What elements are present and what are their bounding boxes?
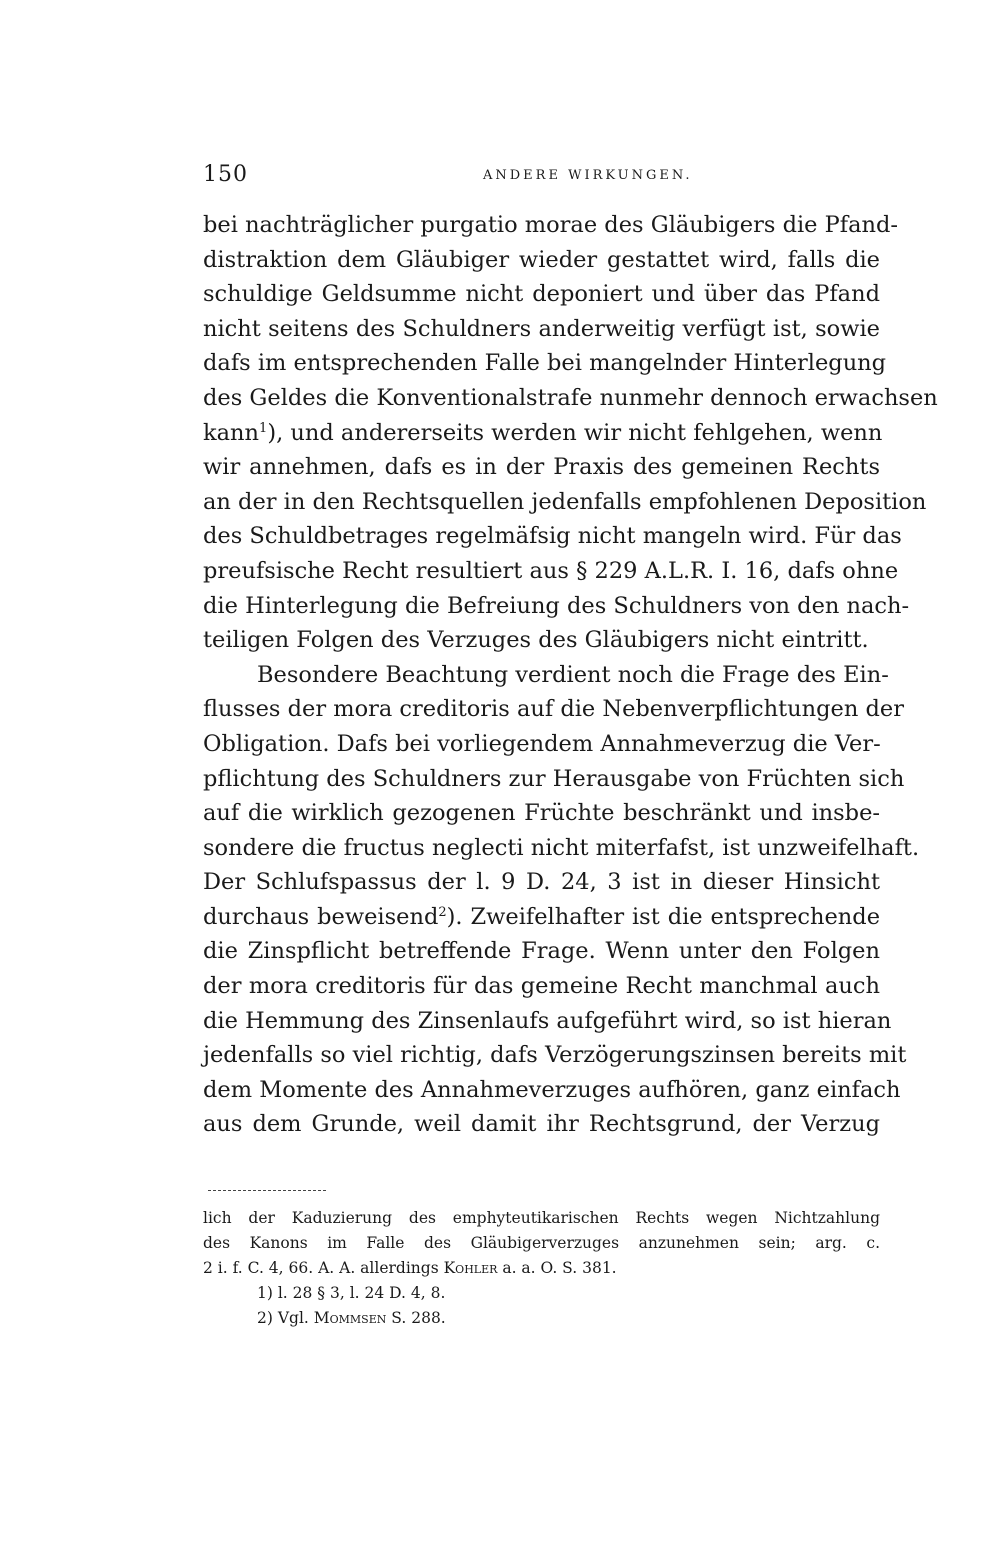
text-fragment: ), und andererseits werden wir nicht fehlgehen, wenn [267,419,883,446]
footnote-continuation-line: des Kanons im Falle des Gläubigerverzuges anzunehmen sein; arg. c. [203,1234,880,1252]
footnote-2 [203,1306,880,1331]
text-line [203,900,880,935]
footnote-marker-2: 2 [438,904,447,920]
text-line: Besondere Beachtung verdient noch die Frage des Ein- [257,661,889,688]
text-line: die Hemmung des Zinsenlaufs aufgeführt wird, so ist hieran [203,1007,892,1034]
text-line: sondere die fructus neglecti nicht miterfafst, ist unzweifelhaft. [203,834,920,861]
footnote-continuation-line [203,1256,880,1281]
text-line: an der in den Rechtsquellen jedenfalls empfohlenen Deposition [203,488,927,515]
footnote-marker-1: 1 [259,420,268,436]
page-number: 150 [203,162,248,187]
text-line: nicht seitens des Schuldners anderweitig verfügt ist, sowie [203,315,880,342]
text-line: des Schuldbetrages regelmäfsig nicht mangeln wird. Für das [203,523,902,550]
text-line [203,416,883,451]
text-line: aus dem Grunde, weil damit ihr Rechtsgrund, der Verzug [203,1111,880,1138]
text-line: pflichtung des Schuldners zur Herausgabe von Früchten sich [203,765,905,792]
body-text [203,208,938,1142]
text-line: distraktion dem Gläubiger wieder gestattet wird, falls die [203,246,880,273]
text-line: schuldige Geldsumme nicht deponiert und über das Pfand [203,281,880,308]
footnote-separator [208,1190,326,1191]
text-line: des Geldes die Konventionalstrafe nunmehr dennoch erwachsen [203,384,938,411]
footnotes [203,1206,880,1331]
text-line: Der Schlufspassus der l. 9 D. 24, 3 ist in dieser Hinsicht [203,869,880,896]
text-line: preufsische Recht resultiert aus § 229 A.L.R. I. 16, dafs ohne [203,557,899,584]
text-line: flusses der mora creditoris auf die Nebenverpflichtungen der [203,696,904,723]
text-fragment: 2 i. f. C. 4, 66. A. A. allerdings [203,1259,444,1277]
text-fragment: S. 288. [386,1309,446,1327]
text-line: teiligen Folgen des Verzuges des Gläubigers nicht eintritt. [203,627,869,654]
text-line: jedenfalls so viel richtig, dafs Verzögerungszinsen bereits mit [203,1042,907,1069]
author-name: Mommsen [313,1309,387,1327]
text-line: die Zinspflicht betreffende Frage. Wenn unter den Folgen [203,938,880,965]
text-fragment: 2) Vgl. [257,1309,314,1327]
text-line: Obligation. Dafs bei vorliegendem Annahmeverzug die Ver- [203,730,881,757]
running-title: ANDERE WIRKUNGEN. [483,168,693,183]
running-header [203,162,880,192]
author-name: Kohler [443,1259,498,1277]
text-line: wir annehmen, dafs es in der Praxis des gemeinen Rechts [203,454,880,481]
text-line: auf die wirklich gezogenen Früchte beschränkt und insbe- [203,800,880,827]
text-fragment: a. a. O. S. 381. [497,1259,617,1277]
text-line: dem Momente des Annahmeverzuges aufhören, ganz einfach [203,1076,901,1103]
footnote-continuation-line: lich der Kaduzierung des emphyteutikarischen Rechts wegen Nichtzahlung [203,1209,880,1227]
text-line: der mora creditoris für das gemeine Recht manchmal auch [203,973,880,1000]
text-fragment: durchaus beweisend [203,903,439,930]
footnote-1: 1) l. 28 § 3, l. 24 D. 4, 8. [257,1284,446,1302]
text-line: dafs im entsprechenden Falle bei mangelnder Hinterlegung [203,350,887,377]
text-fragment: ). Zweifelhafter ist die entsprechende [446,903,881,930]
text-line: bei nachträglicher purgatio morae des Gläubigers die Pfand- [203,212,899,238]
text-fragment: kann [203,419,260,446]
text-line: die Hinterlegung die Befreiung des Schuldners von den nach- [203,592,910,619]
